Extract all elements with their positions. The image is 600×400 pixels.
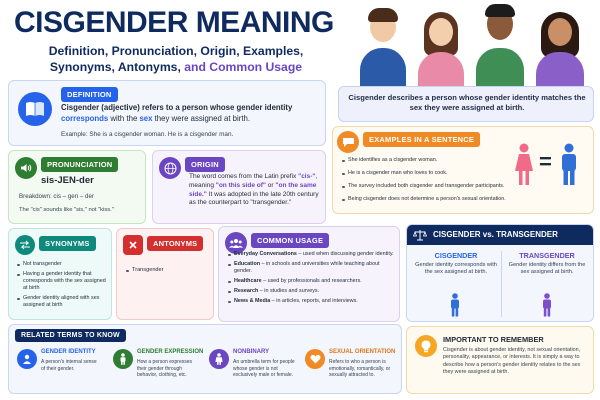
antonyms-list — [125, 267, 211, 277]
related-terms-card — [8, 324, 402, 394]
page-title: CISGENDER MEANING — [14, 6, 334, 39]
definition-text — [61, 103, 323, 125]
heart-icon — [305, 349, 325, 369]
usage-text: – used by professionals and researchers. — [261, 278, 362, 285]
hero-illustration — [348, 0, 600, 86]
related-term-title: GENDER EXPRESSION — [137, 349, 204, 355]
examples-list — [341, 157, 517, 206]
speech-bubble-icon — [337, 131, 359, 153]
related-term-title: NONBINARY — [233, 349, 270, 355]
definition-highlight-sex: sex — [139, 113, 153, 123]
transgender-person-icon — [541, 293, 553, 317]
origin-text-1: The word comes from the Latin prefix — [189, 173, 297, 180]
cisgender-person-icon — [449, 293, 461, 317]
antonyms-label: ANTONYMS — [147, 236, 203, 251]
subtitle-line-2-text: Synonyms, Antonyms, — [49, 59, 181, 74]
usage-text: – in studies and surveys. — [258, 288, 320, 295]
usage-term: Healthcare — [234, 278, 262, 285]
common-usage-label: COMMON USAGE — [251, 233, 329, 248]
definition-text-mid: with the — [110, 113, 138, 123]
scale-icon — [411, 226, 429, 244]
list-item: Being cisgender does not determine a person's sexual orientation. — [341, 196, 517, 203]
examples-label: EXAMPLES IN A SENTENCE — [363, 132, 480, 147]
list-item — [227, 278, 397, 285]
person-illustration — [416, 4, 466, 86]
figure-icon — [113, 349, 133, 369]
globe-icon — [159, 157, 181, 179]
lightbulb-icon — [415, 335, 437, 357]
pronunciation-card — [8, 150, 146, 224]
related-term-title: SEXUAL ORIENTATION — [329, 349, 396, 355]
list-item — [227, 261, 397, 275]
subtitle-line-2 — [26, 60, 326, 76]
important-label: IMPORTANT TO REMEMBER — [443, 335, 544, 344]
pronunciation-note: The "cis" sounds like "sis," not "kiss." — [19, 207, 114, 213]
subtitle-highlight: and Common Usage — [184, 59, 303, 74]
transgender-text: Gender identity differs from the sex assigned at birth. — [508, 262, 586, 276]
related-term-text: How a person expresses their gender through behavior, clothing, etc. — [137, 359, 193, 378]
definition-text-before: Cisgender (adjective) refers to a person whose gender identity — [61, 103, 293, 112]
hero-caption-box — [338, 86, 594, 122]
usage-term: News & Media — [234, 298, 271, 305]
pronunciation-phonetic: sis-JEN-der — [41, 175, 94, 186]
person-illustration — [358, 2, 408, 86]
important-card — [406, 326, 594, 394]
usage-text: – in schools and universities while teaching about gender. — [234, 261, 380, 275]
list-item: He is a cisgender man who loves to cook. — [341, 170, 517, 177]
definition-highlight-corresponds: corresponds — [61, 113, 109, 123]
list-item: She identifies as a cisgender woman. — [341, 157, 517, 164]
related-term-text: A person's internal sense of their gender. — [41, 359, 97, 372]
female-figure-icon — [513, 143, 535, 187]
list-item: Not transgender — [16, 261, 110, 268]
person-illustration — [534, 4, 586, 86]
equals-sign: = — [539, 149, 552, 174]
list-item — [227, 251, 397, 258]
origin-meaning-1: "on this side of" — [215, 181, 266, 189]
common-usage-card — [218, 226, 400, 322]
related-terms-label: RELATED TERMS TO KNOW — [15, 329, 126, 342]
speaker-icon — [15, 157, 37, 179]
antonyms-card — [116, 228, 214, 320]
comparison-header — [407, 225, 594, 245]
origin-cis: "cis-" — [298, 173, 316, 180]
list-item: Gender identity aligned with sex assigned at birth — [16, 295, 110, 309]
usage-text: – used when discussing gender identity. — [296, 251, 394, 257]
related-term-text: Refers to who a person is emotionally, romantically, or sexually attracted to. — [329, 359, 391, 378]
list-item: The survey included both cisgender and transgender participants. — [341, 183, 517, 190]
origin-text — [189, 173, 323, 208]
origin-meaning-2: "on the same side." — [189, 181, 317, 198]
definition-label: DEFINITION — [61, 87, 118, 102]
usage-term: Education — [234, 261, 261, 268]
related-term-title: GENDER IDENTITY — [41, 349, 96, 355]
comparison-label: CISGENDER vs. TRANSGENDER — [433, 230, 558, 239]
list-item: Having a gender identity that corresponds with the sex assigned at birth — [16, 271, 110, 292]
pronunciation-breakdown: Breakdown: cis – gen – der — [19, 193, 94, 200]
synonyms-label: SYNONYMS — [39, 236, 96, 251]
cisgender-text: Gender identity corresponds with the sex assigned at birth. — [415, 262, 497, 276]
usage-text: – in articles, reports, and interviews. — [270, 298, 358, 305]
person-icon — [17, 349, 37, 369]
usage-term: Research — [234, 288, 259, 295]
comparison-divider — [501, 251, 502, 317]
synonyms-card — [8, 228, 112, 320]
swap-arrows-icon — [15, 235, 35, 255]
page-subtitle — [26, 44, 326, 76]
origin-text-4: It was adopted in the late 20th century as the counterpart to "transgender." — [189, 190, 319, 207]
subtitle-line-1: Definition, Pronunciation, Origin, Examples, — [48, 44, 304, 58]
definition-example: Example: She is a cisgender woman. He is a cisgender man. — [61, 131, 234, 138]
nonbinary-person-icon — [209, 349, 229, 369]
list-item — [227, 298, 397, 305]
x-icon — [123, 235, 143, 255]
transgender-title: TRANSGENDER — [519, 251, 575, 260]
pronunciation-label: PRONUNCIATION — [41, 157, 118, 172]
origin-card — [152, 150, 326, 224]
usage-term: Everyday Conversations — [234, 251, 297, 257]
definition-card — [8, 80, 326, 146]
origin-text-2: , meaning — [189, 173, 318, 189]
male-figure-icon — [559, 143, 579, 187]
list-item — [227, 288, 397, 295]
definition-text-after: they were assigned at birth. — [154, 113, 250, 123]
related-term-text: An umbrella term for people whose gender is not exclusively male or female. — [233, 359, 295, 378]
common-usage-list — [227, 251, 397, 308]
book-icon — [18, 92, 52, 126]
person-illustration — [474, 0, 526, 86]
cisgender-title: CISGENDER — [434, 251, 478, 260]
list-item: Transgender — [125, 267, 211, 274]
important-text: Cisgender is about gender identity, not sexual orientation, personality, appearance, or interests. It is simply a way to describe how a person's gender identity relates to the sex they were assigned at birth. — [443, 347, 581, 375]
hero-caption-text: Cisgender describes a person whose gender identity matches the sex they were assigned at birth. — [348, 93, 586, 113]
comparison-card — [406, 224, 594, 322]
synonyms-list — [16, 261, 110, 312]
examples-card — [332, 126, 594, 214]
origin-label: ORIGIN — [185, 157, 225, 172]
origin-text-3: or — [267, 181, 274, 189]
